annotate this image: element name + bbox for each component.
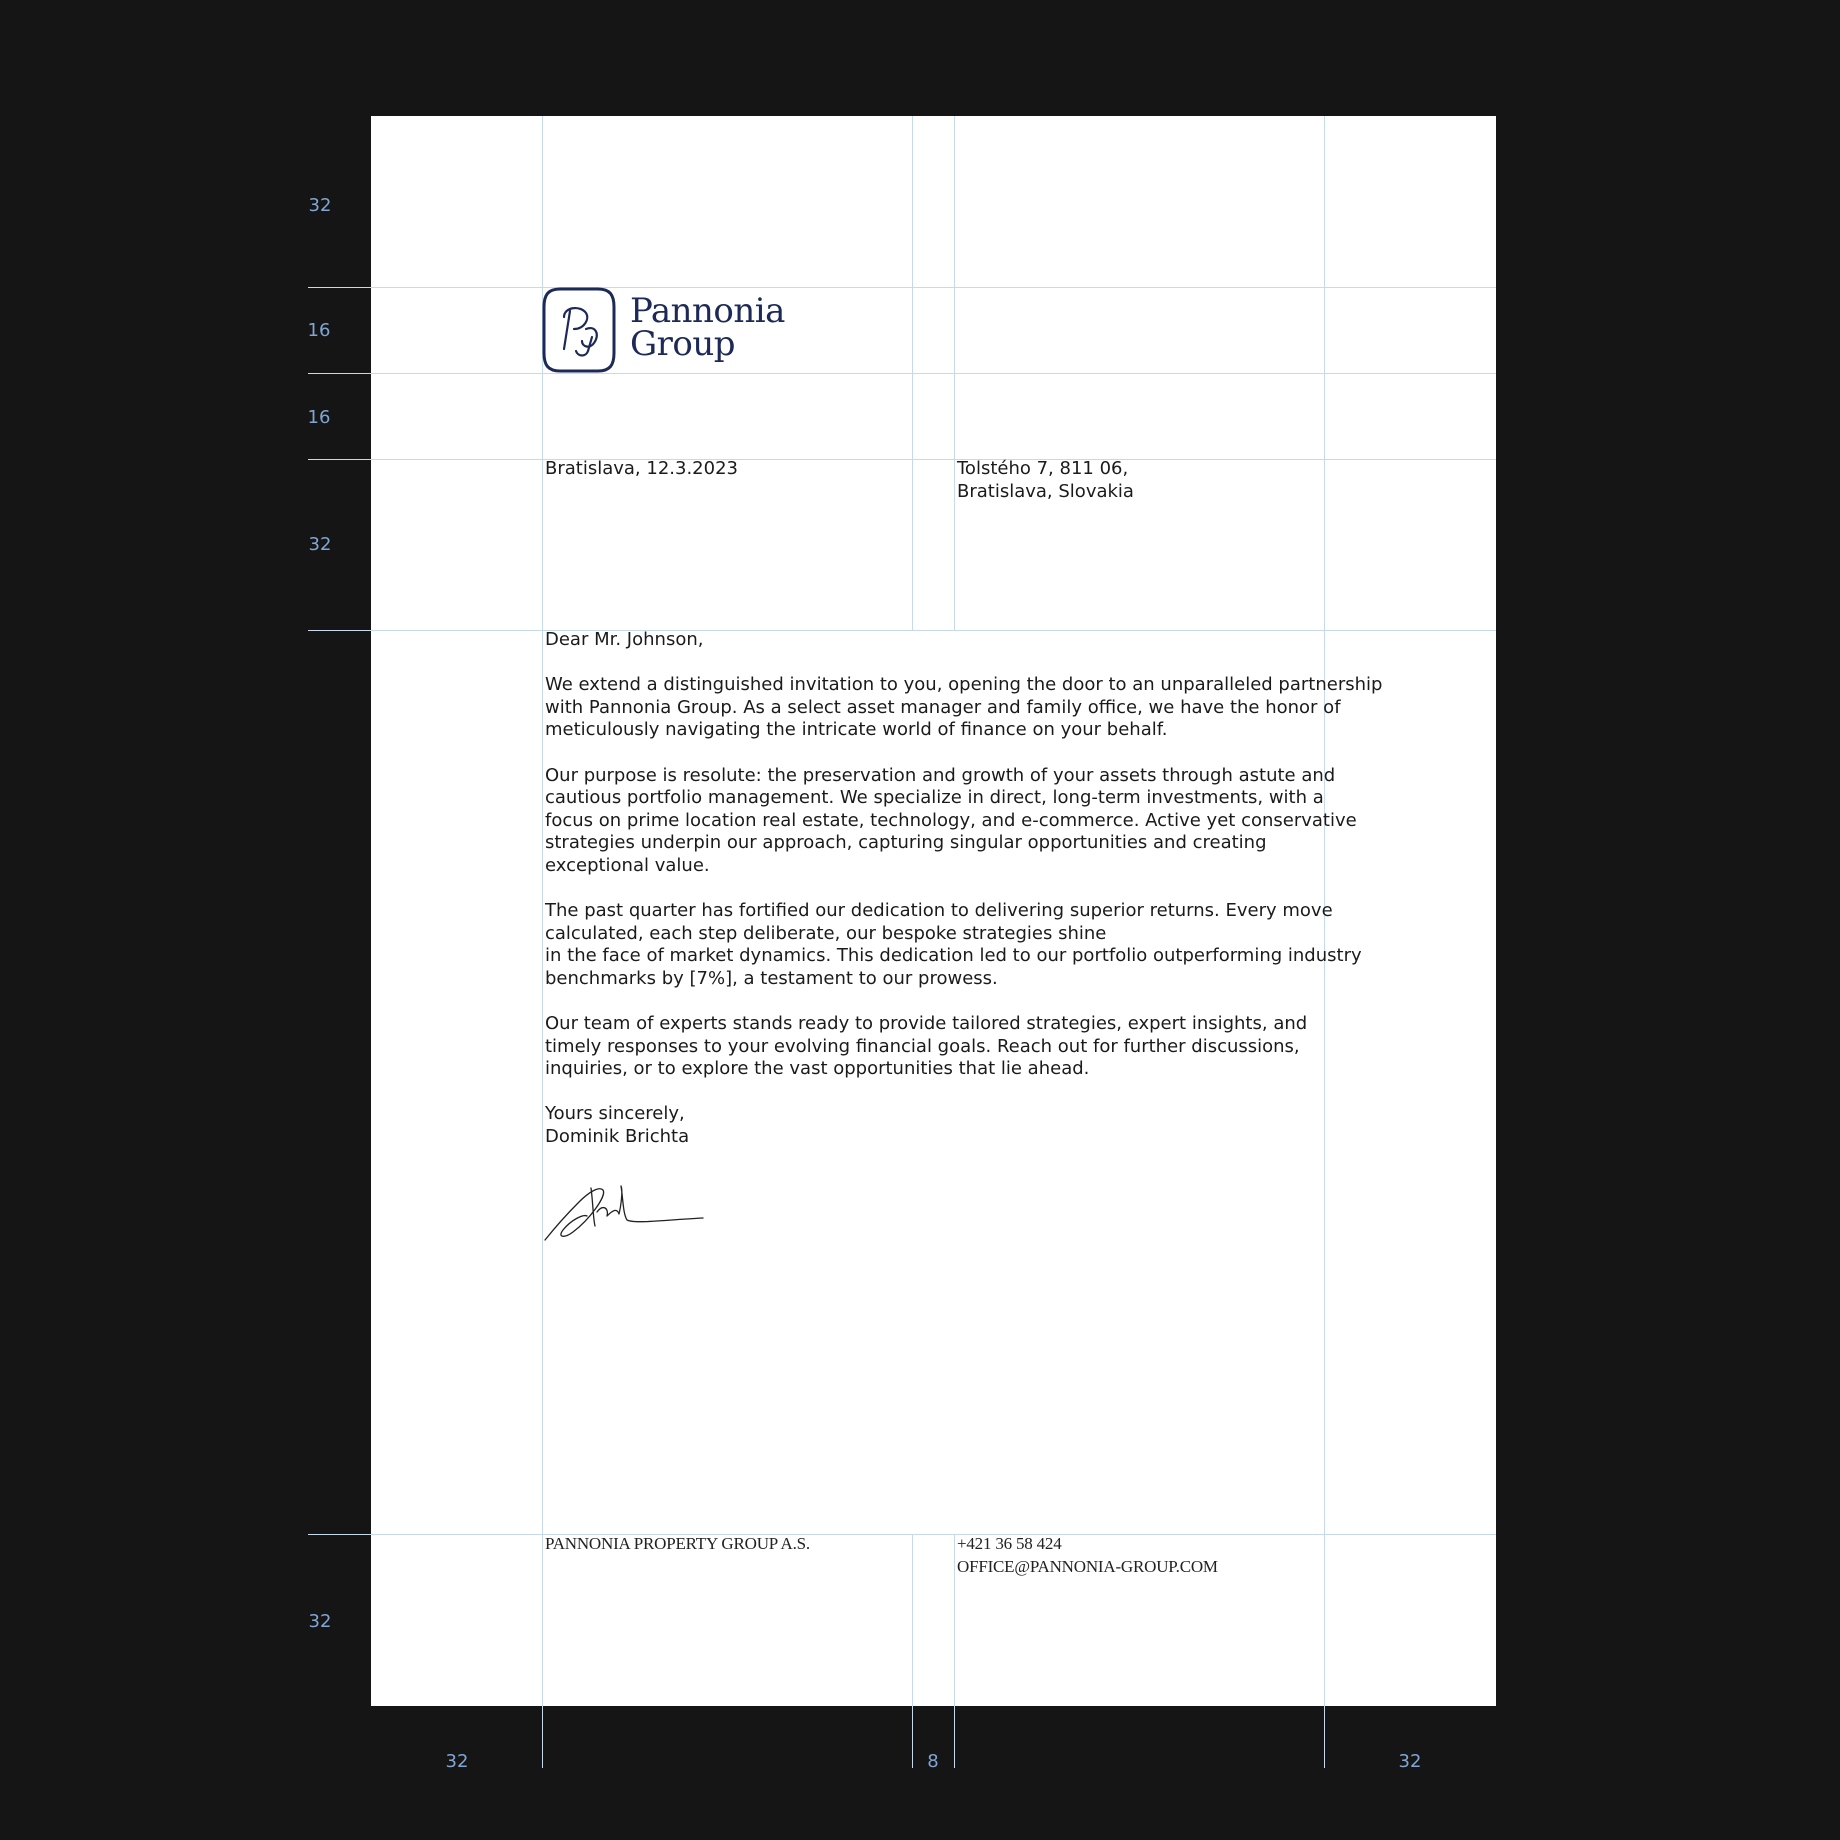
grid-line-top-margin — [308, 287, 1496, 288]
place-date: Bratislava, 12.3.2023 — [545, 458, 738, 479]
footer-phone: +421 36 58 424 — [957, 1534, 1062, 1553]
letter-body — [545, 629, 1382, 1149]
grid-line-logo-bottom — [308, 373, 1496, 374]
paragraph-line: meticulously navigating the intricate world of finance on your behalf. — [545, 719, 1168, 741]
paragraph-2 — [545, 765, 1382, 878]
paragraph-4 — [545, 1013, 1382, 1081]
monogram-seal-icon — [542, 287, 616, 373]
logo-line-2: Group — [630, 324, 736, 364]
grid-line-column-1-end-footer — [912, 1534, 913, 1768]
dimension-label-left: 32 — [445, 1751, 469, 1772]
grid-line-column-2-start-footer — [954, 1534, 955, 1768]
closing: Yours sincerely, — [545, 1103, 685, 1125]
grid-line-footer-start — [308, 1534, 1496, 1535]
paragraph-line: in the face of market dynamics. This dedication led to our portfolio outperforming industry — [545, 945, 1362, 967]
paragraph-line: focus on prime location real estate, technology, and e-commerce. Active yet conservative — [545, 809, 1357, 831]
paragraph-line: calculated, each step deliberate, our bespoke strategies shine — [545, 922, 1107, 944]
paragraph-line: benchmarks by [7%], a testament to our prowess. — [545, 967, 998, 989]
grid-line-header-start — [308, 459, 1496, 460]
pannonia-group-logo — [542, 287, 802, 373]
salutation: Dear Mr. Johnson, — [545, 629, 704, 650]
dimension-label-logo-row: 16 — [307, 320, 331, 341]
footer-company: PANNONIA PROPERTY GROUP A.S. — [545, 1534, 810, 1553]
address-line-1: Tolstého 7, 811 06, — [957, 458, 1129, 479]
dimension-label-top: 32 — [308, 195, 332, 216]
paragraph-line: The past quarter has fortified our dedication to delivering superior returns. Every move — [545, 900, 1333, 922]
signer-name: Dominik Brichta — [545, 1126, 690, 1148]
paragraph-3 — [545, 900, 1382, 990]
paragraph-1 — [545, 674, 1382, 742]
handwritten-signature-icon — [543, 1180, 713, 1244]
paragraph-line: with Pannonia Group. As a select asset manager and family office, we have the honor of — [545, 696, 1341, 718]
paragraph-line: We extend a distinguished invitation to you, opening the door to an unparalleled partnership — [545, 674, 1383, 696]
dimension-label-right: 32 — [1398, 1751, 1422, 1772]
paragraph-line: exceptional value. — [545, 854, 710, 876]
dimension-label-gutter: 8 — [927, 1751, 939, 1772]
paragraph-line: Our team of experts stands ready to provide tailored strategies, expert insights, and — [545, 1013, 1308, 1035]
closing-block — [545, 1103, 1382, 1148]
sender-address — [957, 458, 1134, 503]
paragraph-line: inquiries, or to explore the vast opportunities that lie ahead. — [545, 1058, 1090, 1080]
footer-contact — [957, 1533, 1218, 1578]
paragraph-line: Our purpose is resolute: the preservation and growth of your assets through astute and — [545, 764, 1336, 786]
dimension-label-address-block: 32 — [308, 534, 332, 555]
logo-line-1: Pannonia — [630, 291, 785, 331]
footer-email: OFFICE@PANNONIA-GROUP.COM — [957, 1556, 1218, 1576]
paragraph-line: cautious portfolio management. We specialize in direct, long-term investments, with a — [545, 787, 1324, 809]
paragraph-line: strategies underpin our approach, capturing singular opportunities and creating — [545, 832, 1267, 854]
dimension-label-logo-gap: 16 — [307, 407, 331, 428]
logo-wordmark — [630, 291, 785, 364]
dimension-label-footer: 32 — [308, 1611, 332, 1632]
address-line-2: Bratislava, Slovakia — [957, 480, 1134, 502]
paragraph-line: timely responses to your evolving financial goals. Reach out for further discussions, — [545, 1035, 1300, 1057]
